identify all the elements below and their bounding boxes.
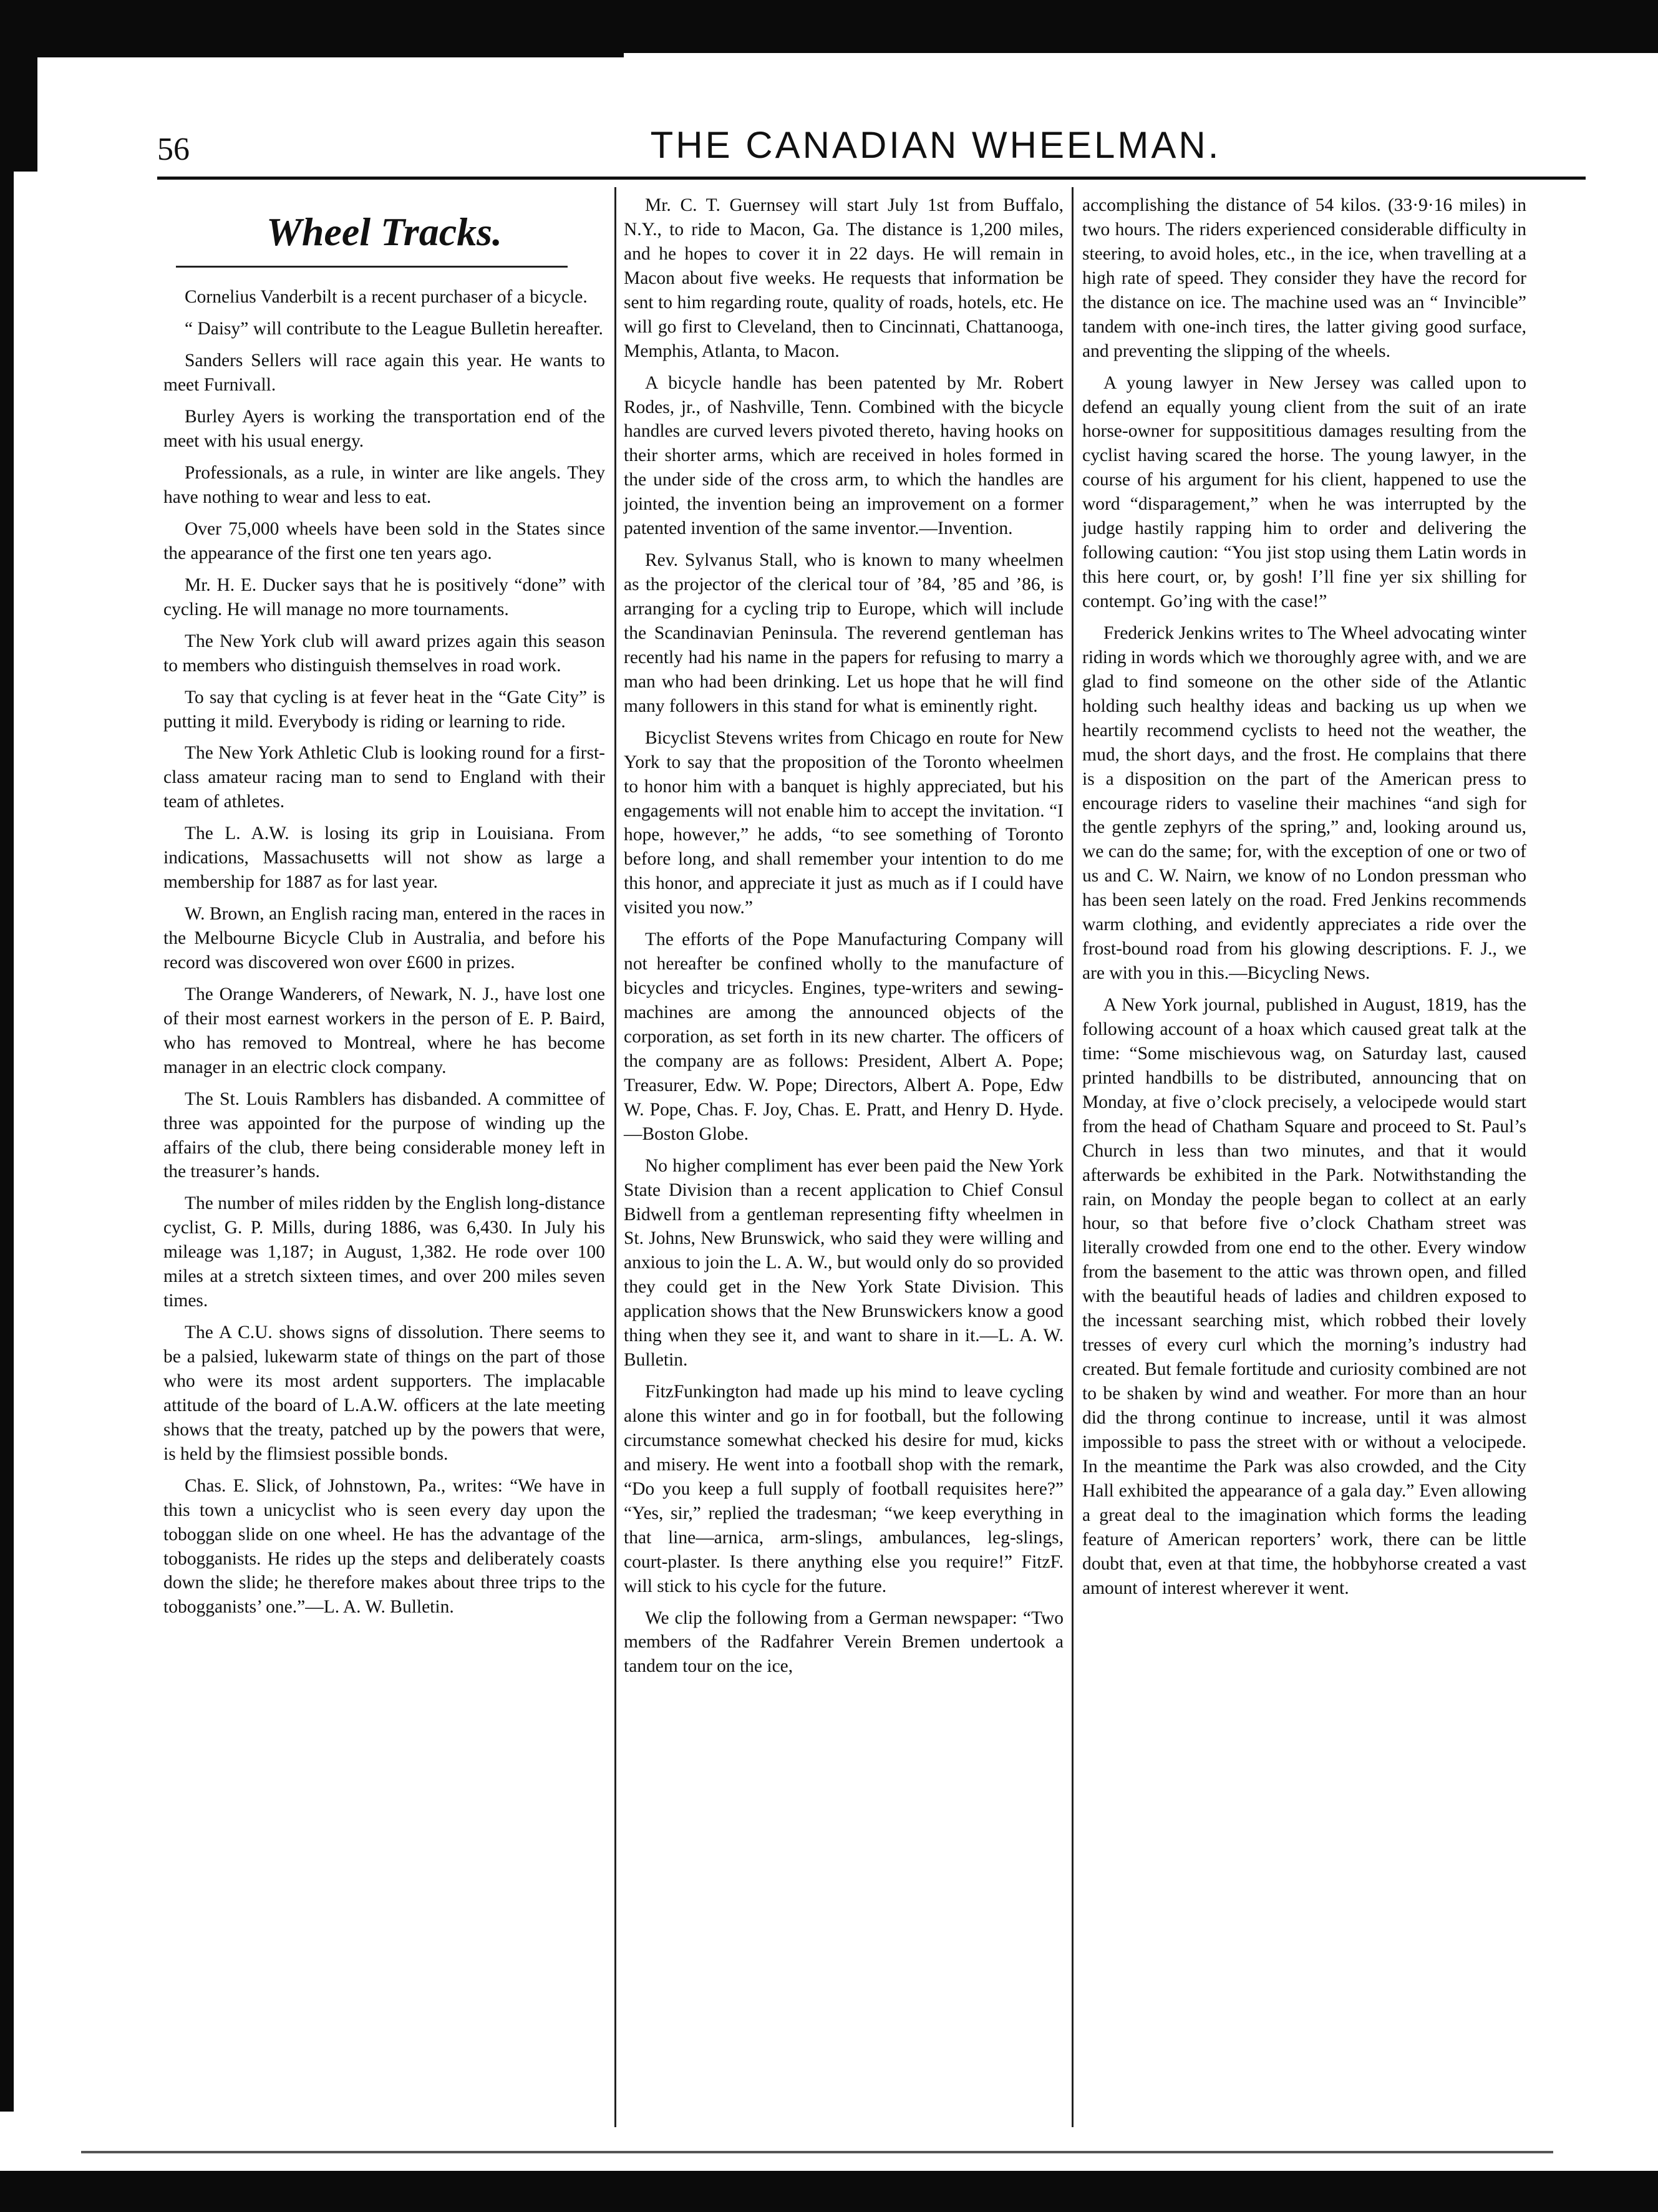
paragraph: A young lawyer in New Jersey was called upon to defend an equally young client from the suit of an irate horse-owner for supposititious damages resulting from the cyclist having scared the horse. The young lawyer, in the course of his argument for his client, happened to use the word “disparagement,” when he was interrupted by the judge hastily rapping him to order and delivering the following caution: “You jist stop using them Latin words in this here court, or, by gosh! I’ll fine yer six shilling for contempt. Go’ing with the case!” bbox=[1082, 372, 1526, 611]
paragraph: The A C.U. shows signs of dissolution. There seems to be a palsied, lukewarm state of things on the part of those who were its most ardent supporters. The implacable attitude of the board of L.A.W. officers at the late meeting shows that the treaty, patched up by the powers that were, is held by the flimsiest possible bonds. bbox=[163, 1322, 605, 1464]
paragraph: To say that cycling is at fever heat in the “Gate City” is putting it mild. Everybody is riding or learning to ride. bbox=[163, 687, 605, 732]
paragraph: W. Brown, an English racing man, entered in the races in the Melbourne Bicycle Club in Australia, and before his record was discovered won over £600 in prizes. bbox=[163, 904, 605, 973]
paragraph: The L. A.W. is losing its grip in Louisiana. From indications, Massachusetts will not show as large a membership for 1887 as for last year. bbox=[163, 823, 605, 893]
paragraph: Frederick Jenkins writes to The Wheel advocating winter riding in words which we thoroughly agree with, and we are glad to find someone on the other side of the Atlantic holding such healthy ideas and backing us up when we heartily recommend cyclists to heed not the weather, the mud, the short days, and the frost. He complains that there is a disposition on the part of the American press to encourage riders to vaseline their machines “and sigh for the gentle zephyrs of the spring,” and, looking around us, we can do the same; for, with the exception of one or two of us and C. W. Nairn, we know of no London pressman who has been seen lately on the road. Fred Jenkins recommends warm clothing, and evidently appreciates a ride over the frost-bound road from his glowing descriptions. F. J., we are with you in this.—Bicycling News. bbox=[1082, 623, 1526, 984]
paragraph: Bicyclist Stevens writes from Chicago en route for New York to say that the proposition of the Toronto wheelmen to honor him with a banquet is highly appreciated, but his engagements will not enable him to accept the invitation. “I hope, however,” he adds, “to see something of Toronto before long, and shall remember your intention to do me this honor, and appreciate it just as much as if I could have visited you now.” bbox=[624, 727, 1064, 918]
scan-border-left bbox=[0, 53, 14, 2112]
paragraph: Chas. E. Slick, of Johnstown, Pa., writes: “We have in this town a unicyclist who is seen every day upon the toboggan slide on one wheel. He has the advantage of the tobogganists. He rides up the steps and deliberately coasts down the slide; he therefore makes about three trips to the tobogganists’ one.”—L. A. W. Bulletin. bbox=[163, 1475, 605, 1618]
scan-border-top-edge bbox=[0, 44, 624, 57]
paragraph: Over 75,000 wheels have been sold in the States since the appearance of the first one ten years ago. bbox=[163, 518, 605, 563]
paragraph: We clip the following from a German newspaper: “Two members of the Radfahrer Verein Bremen undertook a tandem tour on the ice, bbox=[624, 1608, 1064, 1677]
paragraph: Cornelius Vanderbilt is a recent purchaser of a bicycle. bbox=[185, 287, 588, 308]
header-rule bbox=[157, 177, 1586, 180]
paragraph: The St. Louis Ramblers has disbanded. A committee of three was appointed for the purpose of winding up the affairs of the club, there being considerable money left in the treasurer’s hands. bbox=[163, 1089, 605, 1182]
paragraph: Burley Ayers is working the transportation end of the meet with his usual energy. bbox=[163, 407, 605, 452]
paragraph: The number of miles ridden by the English long-distance cyclist, G. P. Mills, during 1886, was 6,430. In July his mileage was 1,187; in August, 1,382. He rode over 100 miles at a stretch sixteen times, and over 200 miles seven times. bbox=[163, 1193, 605, 1311]
paragraph: The New York Athletic Club is looking round for a first-class amateur racing man to send to England with their team of athletes. bbox=[163, 743, 605, 812]
paragraph: Professionals, as a rule, in winter are like angels. They have nothing to wear and less to eat. bbox=[163, 463, 605, 508]
paragraph: Sanders Sellers will race again this year. He wants to meet Furnivall. bbox=[163, 351, 605, 395]
column-2 bbox=[624, 193, 1064, 1686]
paragraph: accomplishing the distance of 54 kilos. (33·9·16 miles) in two hours. The riders experienced considerable difficulty in steering, to avoid holes, etc., in the ice, when travelling at a high rate of speed. They consider they have the record for the distance on ice. The machine used was an “ Invincible” tandem with one-inch tires, the latter giving good surface, and preventing the slipping of the wheels. bbox=[1082, 195, 1526, 361]
paragraph: Rev. Sylvanus Stall, who is known to many wheelmen as the projector of the clerical tour of ’84, ’85 and ’86, is arranging for a cycling trip to Europe, which will include the Scandinavian Peninsula. The reverend gentleman has recently had his name in the papers for refusing to marry a man who had been drinking. Let us hope that he will find many followers in this stand for what is eminently right. bbox=[624, 550, 1064, 716]
section-title-rule bbox=[176, 266, 568, 268]
masthead-title: THE CANADIAN WHEELMAN. bbox=[650, 124, 1221, 166]
section-title: Wheel Tracks. bbox=[266, 210, 503, 254]
scan-border-bottom bbox=[0, 2171, 1658, 2212]
paragraph: The efforts of the Pope Manufacturing Company will not hereafter be confined wholly to the manufacture of bicycles and tricycles. Engines, type-writers and sewing-machines are among the announced objects of the corporation, as set forth in its new charter. The officers of the company are as follows: President, Albert A. Pope; Treasurer, Edw. W. Pope; Directors, Albert A. Pope, Edw W. Pope, Chas. F. Joy, Chas. E. Pratt, and Henry D. Hyde.—Boston Globe. bbox=[624, 929, 1064, 1144]
paragraph: A New York journal, published in August, 1819, has the following account of a hoax which caused great talk at the time: “Some mischievous wag, on Saturday last, caused printed handbills to be distributed, announcing that on Monday, at five o’clock precisely, a velocipede would start from the head of Chatham Square and proceed to St. Paul’s Church in less than two minutes, and that it would afterwards be exhibited in the Park. Notwithstanding the rain, on Monday the people began to collect at an early hour, so that before five o’clock Chatham street was literally crowded from one end to the other. Every window from the basement to the attic was thrown open, and filled with the beautiful heads of ladies and children exposed to the incessant searching mist, which robbed their lovely tresses of every curl which the morning’s industry had created. But female fortitude and curiosity combined are not to be shaken by wind and weather. For more than an hour did the throng continue to increase, until it was almost impossible to pass the street with or without a velocipede. In the meantime the Park was also crowded, and the City Hall exhibited the appearance of a gala day.” Even allowing a great deal to the imagination which forms the leading feature of American reporters’ work, there can be little doubt that, even at that time, the hobbyhorse created a vast amount of interest wherever it went. bbox=[1082, 995, 1526, 1598]
paragraph: “ Daisy” will contribute to the League Bulletin hereafter. bbox=[185, 319, 603, 339]
paragraph: Mr. C. T. Guernsey will start July 1st from Buffalo, N.Y., to ride to Macon, Ga. The distance is 1,200 miles, and he hopes to cover it in 22 days. He will remain in Macon about five weeks. He requests that information be sent to him regarding route, quality of roads, hotels, etc. He will go first to Cleveland, then to Cincinnati, Chattanooga, Memphis, Atlanta, to Macon. bbox=[624, 195, 1064, 361]
paragraph: The New York club will award prizes again this season to members who distinguish themselves in road work. bbox=[163, 631, 605, 676]
scan-bottom-rule bbox=[81, 2151, 1553, 2153]
column-3 bbox=[1082, 193, 1526, 1608]
paragraph: The Orange Wanderers, of Newark, N. J., have lost one of their most earnest workers in the person of E. P. Baird, who has removed to Montreal, where he has become manager in an electric clock company. bbox=[163, 984, 605, 1077]
column-1 bbox=[163, 193, 605, 1627]
column-divider-2 bbox=[1072, 187, 1074, 2127]
paragraph: A bicycle handle has been patented by Mr. Robert Rodes, jr., of Nashville, Tenn. Combined with the bicycle handles are curved levers pivoted thereto, having hooks on their shorter arms, which are received in holes formed in the under side of the cross arm, to which the handles are jointed, the invention being an improvement on a former patented invention of the same inventor.—Invention. bbox=[624, 372, 1064, 539]
column-divider-1 bbox=[614, 187, 616, 2127]
paragraph: Mr. H. E. Ducker says that he is positively “done” with cycling. He will manage no more tournaments. bbox=[163, 575, 605, 619]
paragraph: FitzFunkington had made up his mind to leave cycling alone this winter and go in for football, but the following circumstance somewhat checked his desire for mud, kicks and misery. He went into a football shop with the remark, “Do you keep a full supply of football requisites here?” “Yes, sir,” replied the tradesman; “we keep everything in that line—arnica, arm-slings, ambulances, leg-slings, court-plaster. Is there anything else you require!” FitzF. will stick to his cycle for the future. bbox=[624, 1382, 1064, 1596]
paragraph: No higher compliment has ever been paid the New York State Division than a recent application to Chief Consul Bidwell from a gentleman representing fifty wheelmen in St. Johns, New Brunswick, who said they were willing and anxious to join the L. A. W., but would only do so provided they could get in the New York State Division. This application shows that the New Brunswickers know a good thing when they see it, and want to share in it.—L. A. W. Bulletin. bbox=[624, 1155, 1064, 1370]
page-number: 56 bbox=[157, 132, 190, 167]
